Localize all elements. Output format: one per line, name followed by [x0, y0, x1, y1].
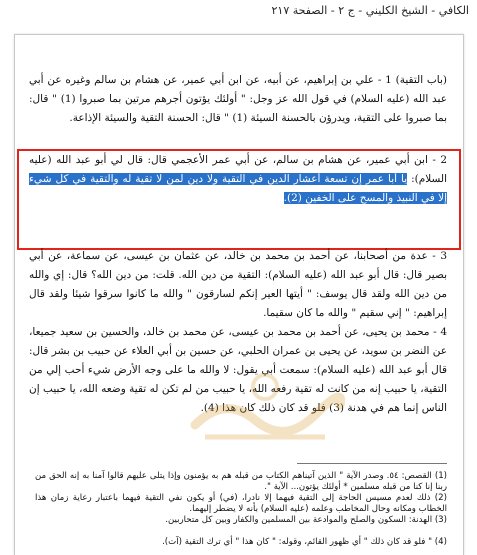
- footnote-separator: [297, 463, 447, 464]
- hadith-paragraph-3: 3 - عدة من أصحابنا، عن أحمد بن محمد بن خالد، عن عثمان بن عيسى، عن سماعة، عن أبي بصير قال: قال أبو عبد الله (عليه السلام): التقية من دين الله. قلت: من دين الله؟ قال: إي والله من دين الله ولقد قال يوسف: " أيتها العير إنكم لسارقون " والله ما كانوا سرقوا شيئا ولقد قال إبراهيم: " إني سقيم " والله ما كان سقيما.: [29, 250, 447, 319]
- footnote-1: (1) القصص: ٥٤. وصدر الآية " الذين آتيناهم الكتاب من قبله هم به يؤمنون وإذا يتلى عليهم قالوا آمنا به إنه الحق من ربنا إنا كنا من قبله مسلمين * أولئك يؤتون... الآية ".: [35, 471, 448, 492]
- hadith-2-text: 2 - ابن أبي عمير، عن هشام بن سالم، عن أبي عمر الأعجمي قال: قال لي أبو عبد الله (عليه السلام):: [29, 154, 447, 185]
- footnote-4: (4) " فلو قد كان ذلك " أي ظهور القائم، وقوله: " كان هذا " أي ترك التقية (آت).: [162, 537, 447, 547]
- book-page: [14, 34, 464, 555]
- hadith-paragraph-2[interactable]: [29, 151, 447, 208]
- footnote-2: (2) ذلك لعدم مسيس الحاجة إلى التقية فيهما إلا نادرا، (في) أو يكون نفي التقية فيهما باعتبار رعاية زمان هذا الخطاب ومكانه وحال المخاطب وعلمه (عليه السلام) بأنه لا يضطر إليهما.: [35, 493, 447, 514]
- selected-text[interactable]: يا أبا عمر إن تسعة أعشار الدين في التقية ولا دين لمن لا تقية له والتقية في كل شيء إلا في النبيذ والمسح على الخفين (2).: [29, 173, 447, 204]
- page-title: الكافي - الشيخ الكليني - ج ٢ - الصفحة ٢١٧: [271, 4, 469, 17]
- hadith-paragraph-4: 4 - محمد بن يحيى، عن أحمد بن محمد بن عيسى، عن محمد بن خالد، والحسين بن سعيد جميعا، عن النضر بن سويد، عن يحيى بن عمران الحلبي، عن حسين بن أبي العلاء عن حبيب بن بشر قال: قال أبو عبد الله (عليه السلام): سمعت أبي يقول: لا والله ما على وجه الأرض شيء أحب إلي من التقية، يا حبيب إنه من كانت له تقية رفعه الله، يا حبيب من لم تكن له تقية وضعه الله، يا حبيب إن الناس إنما هم في هدنة (3) فلو قد كان ذلك كان هذا (4).: [29, 326, 447, 414]
- footnote-3: (3) الهدنة: السكون والصلح والموادعة بين المسلمين والكفار وبين كل متحاربين.: [165, 515, 447, 525]
- page-header: [0, 0, 477, 26]
- hadith-paragraph-1: (باب التقية) 1 - علي بن إبراهيم، عن أبيه، عن ابن أبي عمير، عن هشام بن سالم وغيره عن أبي عبد الله (عليه السلام) في قول الله عز وجل: " أولئك يؤتون أجرهم مرتين بما صبروا (1) " قال: بما صبروا على التقية، ويدرؤن بالحسنة السيئة (1) " قال: الحسنة التقية والسيئة الإذاعة.: [29, 74, 447, 124]
